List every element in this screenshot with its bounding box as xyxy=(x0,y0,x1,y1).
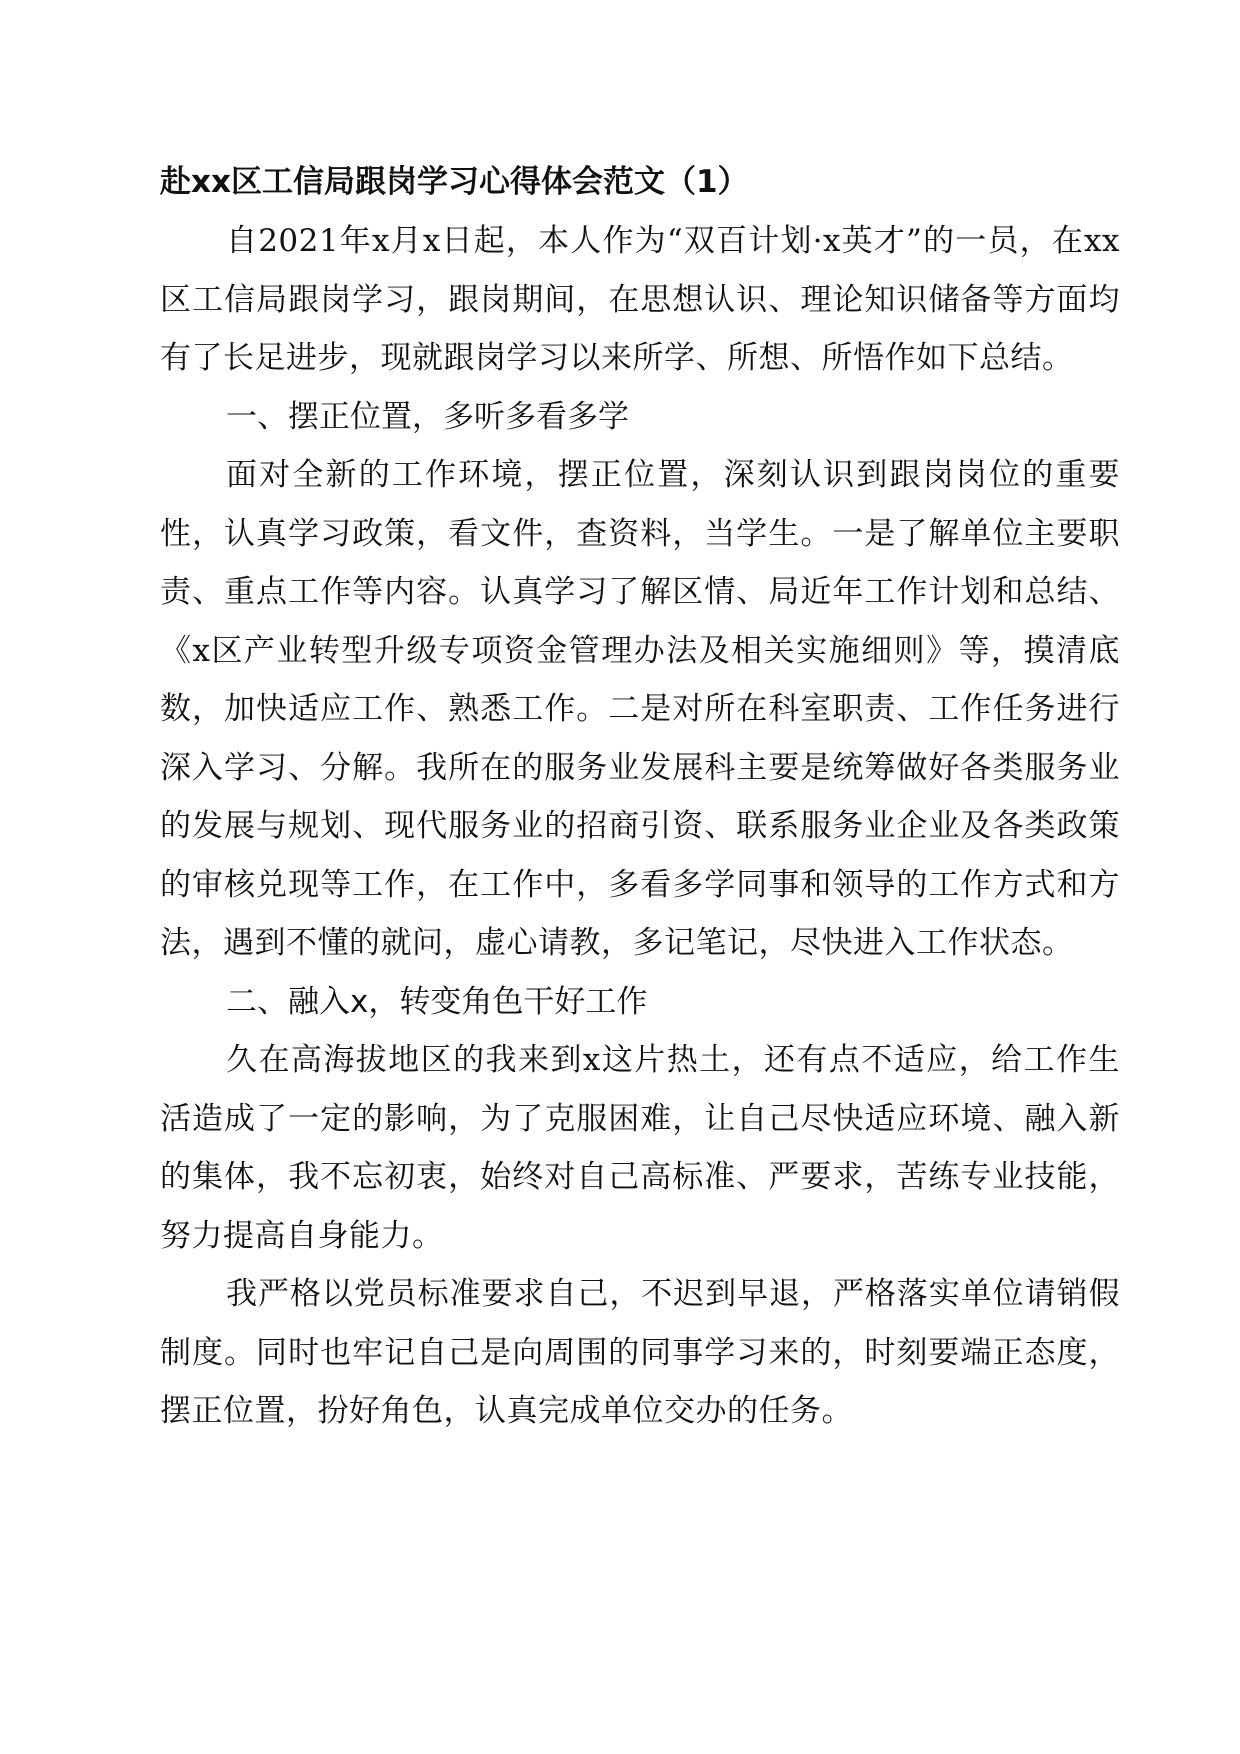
document-page xyxy=(160,162,1120,1441)
section-1-heading: 一、摆正位置，多听多看多学 xyxy=(226,398,629,435)
section-2-paragraph-1: 久在高海拔地区的我来到x这片热土，还有点不适应，给工作生活造成了一定的影响，为了克服困难，让自己尽快适应环境、融入新的集体，我不忘初衷，始终对自己高标准、严要求，苦练专业技能，努力提高自身能力。 xyxy=(160,1042,1120,1254)
section-2-paragraph-2: 我严格以党员标准要求自己，不迟到早退，严格落实单位请销假制度。同时也牢记自己是向周围的同事学习来的，时刻要端正态度，摆正位置，扮好角色，认真完成单位交办的任务。 xyxy=(160,1276,1120,1429)
document-title: 赴xx区工信局跟岗学习心得体会范文（1） xyxy=(160,164,749,200)
section-2-heading: 二、融入x，转变角色干好工作 xyxy=(226,983,648,1020)
intro-paragraph: 自2021年x月x日起，本人作为“双百计划·x英才”的一员，在xx区工信局跟岗学习，跟岗期间，在思想认识、理论知识储备等方面均有了长足进步，现就跟岗学习以来所学、所想、所悟作如下总结。 xyxy=(160,223,1120,376)
section-1-paragraph: 面对全新的工作环境，摆正位置，深刻认识到跟岗岗位的重要性，认真学习政策，看文件，查资料，当学生。一是了解单位主要职责、重点工作等内容。认真学习了解区情、局近年工作计划和总结、《x区产业转型升级专项资金管理办法及相关实施细则》等，摸清底数，加快适应工作、熟悉工作。二是对所在科室职责、工作任务进行深入学习、分解。我所在的服务业发展科主要是统筹做好各类服务业的发展与规划、现代服务业的招商引资、联系服务业企业及各类政策的审核兑现等工作，在工作中，多看多学同事和领导的工作方式和方法，遇到不懂的就问，虚心请教，多记笔记，尽快进入工作状态。 xyxy=(160,457,1120,961)
